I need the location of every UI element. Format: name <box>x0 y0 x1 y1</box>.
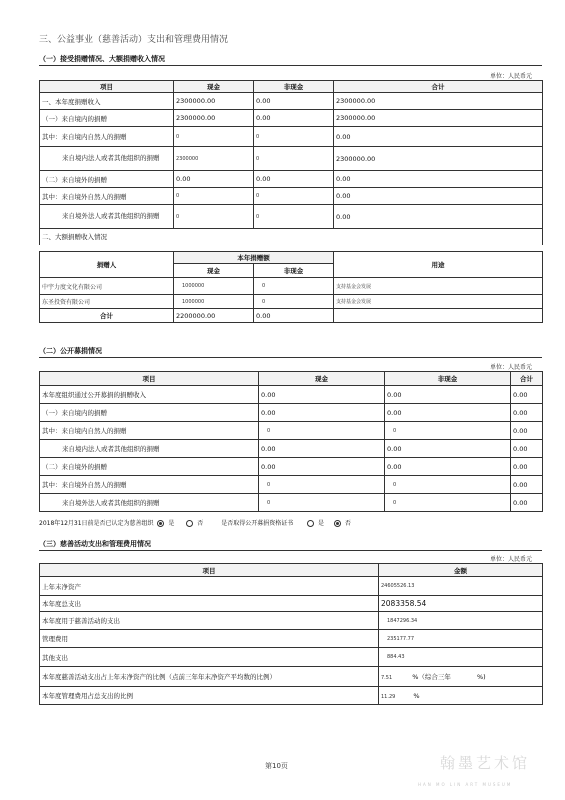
cash-value: 0 <box>259 494 385 512</box>
header-total: 合计 <box>334 81 543 93</box>
row-label: 其他支出 <box>40 648 379 667</box>
table-row <box>40 295 543 309</box>
table-row <box>40 404 543 422</box>
certificate-yes-radio[interactable] <box>307 520 314 527</box>
cash-value: 1000000 <box>174 278 254 295</box>
use-value: 支持基金会发展 <box>334 278 543 295</box>
divider <box>39 357 542 358</box>
amount-value: 24605526.13 <box>379 577 543 596</box>
table-row <box>40 205 543 229</box>
unit-label: 单位：人民币元 <box>490 73 533 80</box>
donor-name: 中宇力度文化有限公司 <box>40 278 174 295</box>
total-value: 0.00 <box>334 127 543 147</box>
header-noncash: 非现金 <box>254 81 334 93</box>
charity-no-label: 否 <box>197 520 204 527</box>
ratio-unit: % <box>413 691 420 700</box>
table-row <box>40 110 543 127</box>
table-row <box>40 458 543 476</box>
cash-value: 0 <box>174 188 254 205</box>
noncash-value: 0 <box>254 278 334 295</box>
noncash-value: 0 <box>254 127 334 147</box>
part1-title: （一）接受捐赠情况、大额捐赠收入情况 <box>39 55 165 63</box>
table-row <box>40 309 543 323</box>
unit-label: 单位：人民币元 <box>490 364 533 371</box>
ratio-value: 7.51 <box>381 675 393 681</box>
charity-no-radio[interactable] <box>186 520 193 527</box>
total-value: 0.00 <box>511 458 543 476</box>
amount-value: 884.43 <box>379 648 543 667</box>
noncash-value: 0 <box>385 422 511 440</box>
amount-value: 235177.77 <box>379 630 543 648</box>
cash-value: 0.00 <box>259 386 385 404</box>
table-row <box>40 630 543 648</box>
public-fundraising-table <box>39 371 543 512</box>
cash-value: 2300000.00 <box>174 110 254 127</box>
header-item: 项目 <box>40 564 379 577</box>
row-label: （二）来自境外的捐赠 <box>40 171 174 188</box>
certificate-no-label: 否 <box>344 520 351 527</box>
header-use: 用途 <box>334 252 543 278</box>
row-label: 其中：来自境内自然人的捐赠 <box>40 422 259 440</box>
table-row <box>40 577 543 596</box>
table-row <box>40 422 543 440</box>
header-amount: 金额 <box>379 564 543 577</box>
cash-value: 0.00 <box>174 171 254 188</box>
ratio-cell <box>379 687 543 705</box>
cash-value: 0 <box>174 127 254 147</box>
row-label: 其中：来自境外自然人的捐赠 <box>40 188 174 205</box>
noncash-value: 0.00 <box>254 171 334 188</box>
header-item: 项目 <box>40 372 259 386</box>
noncash-value: 0.00 <box>385 458 511 476</box>
row-label: 来自境外法人或者其他组织的捐赠 <box>40 494 259 512</box>
amount-value: 1847296.34 <box>379 612 543 630</box>
total-value: 0.00 <box>511 404 543 422</box>
unit-label: 单位：人民币元 <box>490 556 533 563</box>
row-label: 本年度用于慈善活动的支出 <box>40 612 379 630</box>
ratio-cell <box>379 667 543 687</box>
charity-status-note <box>39 518 351 527</box>
ratio-unit: %（综合三年 <box>412 673 451 681</box>
total-use <box>334 309 543 323</box>
row-label: 管理费用 <box>40 630 379 648</box>
use-value: 支持基金会发展 <box>334 295 543 309</box>
row-label: （一）来自境内的捐赠 <box>40 110 174 127</box>
charity-yes-label: 是 <box>168 520 175 527</box>
total-value: 0.00 <box>511 494 543 512</box>
total-value: 0.00 <box>334 188 543 205</box>
row-label: 一、本年度捐赠收入 <box>40 93 174 110</box>
page-number: 第10页 <box>265 762 288 770</box>
cash-value: 0.00 <box>259 440 385 458</box>
cash-value: 0 <box>174 205 254 229</box>
cash-value: 0 <box>259 476 385 494</box>
table-row <box>40 440 543 458</box>
table-row <box>40 494 543 512</box>
amount-value: 2083358.54 <box>379 596 543 612</box>
cash-value: 2300000.00 <box>174 93 254 110</box>
noncash-value: 0 <box>254 295 334 309</box>
header-cash: 现金 <box>259 372 385 386</box>
total-value: 0.00 <box>334 171 543 188</box>
ratio-value: 11.29 <box>381 693 396 700</box>
table-row <box>40 127 543 147</box>
divider <box>39 550 542 551</box>
noncash-value: 0.00 <box>385 404 511 422</box>
table-row <box>40 171 543 188</box>
total-value: 2300000.00 <box>334 147 543 171</box>
total-noncash: 0.00 <box>254 309 334 323</box>
large-donation-table <box>39 251 543 323</box>
certificate-no-radio[interactable] <box>334 520 341 527</box>
total-value: 0.00 <box>511 422 543 440</box>
row-label: 上年末净资产 <box>40 577 379 596</box>
watermark-english: HAN MO LIN ART MUSEUM <box>418 782 513 787</box>
table-row <box>40 596 543 612</box>
table-row <box>40 93 543 110</box>
table-row <box>40 147 543 171</box>
row-label: （一）来自境内的捐赠 <box>40 404 259 422</box>
table-row <box>40 648 543 667</box>
cash-value: 0.00 <box>259 458 385 476</box>
large-donation-title: 二、大额捐赠收入情况 <box>40 229 543 245</box>
charity-expense-table <box>39 563 543 705</box>
row-label: （二）来自境外的捐赠 <box>40 458 259 476</box>
total-value: 0.00 <box>511 440 543 458</box>
total-value: 0.00 <box>511 386 543 404</box>
noncash-value: 0 <box>385 476 511 494</box>
row-label: 本年度管理费用占总支出的比例 <box>40 687 379 705</box>
header-noncash: 非现金 <box>254 264 334 278</box>
total-label: 合计 <box>40 309 174 323</box>
header-total: 合计 <box>511 372 543 386</box>
charity-yes-radio[interactable] <box>157 520 164 527</box>
noncash-value: 0.00 <box>254 110 334 127</box>
cash-value: 0 <box>259 422 385 440</box>
table-row <box>40 667 543 687</box>
header-donor: 捐赠人 <box>40 252 174 278</box>
noncash-value: 0 <box>254 205 334 229</box>
certificate-yes-label: 是 <box>318 520 325 527</box>
donor-name: 东圣投资有限公司 <box>40 295 174 309</box>
noncash-value: 0.00 <box>385 440 511 458</box>
row-label: 来自境内法人或者其他组织的捐赠 <box>40 147 174 171</box>
watermark-logo: 翰墨艺术馆 <box>440 754 531 772</box>
part2-title: （二）公开募捐情况 <box>39 347 102 355</box>
row-label: 本年度慈善活动支出占上年末净资产的比例（点前三年年末净资产平均数的比例） <box>40 667 379 687</box>
part3-title: （三）慈善活动支出和管理费用情况 <box>39 540 151 548</box>
cash-value: 2300000 <box>174 147 254 171</box>
total-value: 2300000.00 <box>334 93 543 110</box>
header-noncash: 非现金 <box>385 372 511 386</box>
noncash-value: 0 <box>385 494 511 512</box>
noncash-value: 0.00 <box>385 386 511 404</box>
table-row <box>40 476 543 494</box>
table-row <box>40 278 543 295</box>
row-label: 本年度总支出 <box>40 596 379 612</box>
table-row <box>40 687 543 705</box>
divider <box>39 65 542 66</box>
row-label: 其中：来自境外自然人的捐赠 <box>40 476 259 494</box>
donation-income-table <box>39 80 543 245</box>
header-year-amount: 本年捐赠额 <box>174 252 334 264</box>
row-label: 本年度组织通过公开募捐的捐赠收入 <box>40 386 259 404</box>
header-item: 项目 <box>40 81 174 93</box>
total-cash: 2200000.00 <box>174 309 254 323</box>
row-label: 来自境外法人或者其他组织的捐赠 <box>40 205 174 229</box>
total-value: 2300000.00 <box>334 110 543 127</box>
noncash-value: 0 <box>254 147 334 171</box>
total-value: 0.00 <box>334 205 543 229</box>
total-value: 0.00 <box>511 476 543 494</box>
header-cash: 现金 <box>174 81 254 93</box>
row-label: 来自境内法人或者其他组织的捐赠 <box>40 440 259 458</box>
charity-question: 2018年12月31日前是否已认定为慈善组织 <box>39 520 154 527</box>
cash-value: 0.00 <box>259 404 385 422</box>
certificate-question: 是否取得公开募捐资格证书 <box>221 520 294 527</box>
noncash-value: 0.00 <box>254 93 334 110</box>
section-title: 三、公益事业（慈善活动）支出和管理费用情况 <box>39 35 229 45</box>
cash-value: 1000000 <box>174 295 254 309</box>
table-row <box>40 386 543 404</box>
table-row <box>40 188 543 205</box>
noncash-value: 0 <box>254 188 334 205</box>
table-row <box>40 612 543 630</box>
row-label: 其中：来自境内自然人的捐赠 <box>40 127 174 147</box>
ratio-unit-close: %) <box>476 673 486 681</box>
header-cash: 现金 <box>174 264 254 278</box>
